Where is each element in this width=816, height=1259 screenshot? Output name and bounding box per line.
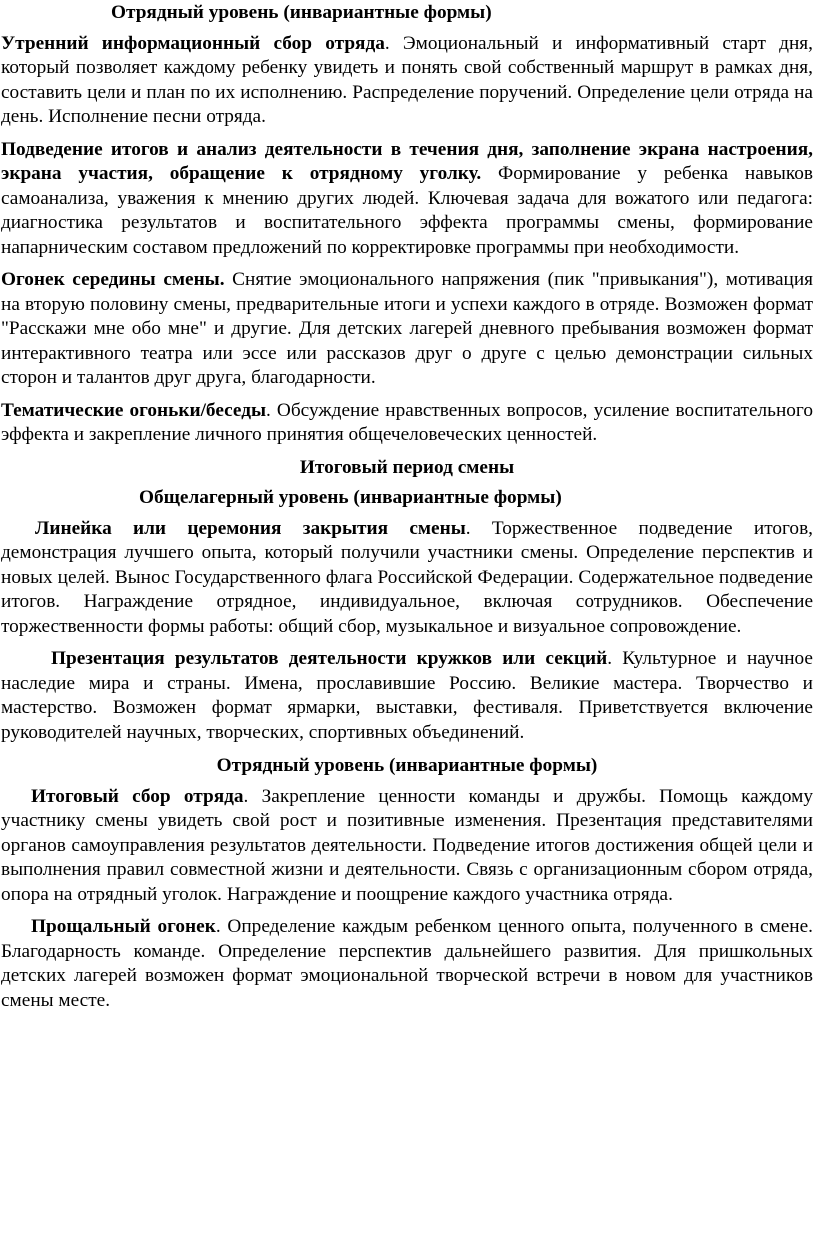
paragraph-farewell-campfire (1, 915, 813, 1013)
paragraph-text: . Эмоциональный и информативный старт дня, который позволяет каждому ребенку увидеть и понять свой собственный маршрут в рамках дня, составить цели и план по их исполнению. Распределение поручений. Определение цели отряда на день. Исполнение песни отряда. (1, 32, 813, 127)
document-body (1, 0, 813, 1021)
paragraph-text: Снятие эмоционального напряжения (пик "привыкания"), мотивация на вторую половину смены, предварительные итоги и успехи каждого в отряде. Возможен формат "Расскажи мне обо мне" и другие. Для детских лагерей дневного пребывания возможен формат интерактивного театра или эссе или рассказов друг о друге с целью демонстрации сильных сторон и талантов друг друга, благодарности. (1, 269, 814, 388)
paragraph-thematic-talks (1, 399, 813, 448)
section-heading-camp-level: Общелагерный уровень (инвариантные формы) (139, 487, 562, 508)
paragraph-lead: Прощальный огонек (31, 916, 216, 937)
paragraph-text: . Закрепление ценности команды и дружбы. Помощь каждому участнику смены увидеть свой рост и позитивные изменения. Презентация представителями органов самоуправления результатов деятельности. Подведение итогов достижения общей цели и выполнения правил совместной жизни и деятельности. Связь с организационным сбором отряда, опора на отрядный уголок. Награждение и поощрение каждого участника отряда. (1, 785, 813, 905)
paragraph-mid-shift-campfire (1, 268, 813, 391)
paragraph-lead: Огонек середины смены. (1, 269, 225, 290)
paragraph-text: . Культурное и научное наследие мира и страны. Имена, прославившие Россию. Великие мастера. Творчество и мастерство. Возможен формат ярмарки, выставки, фестиваля. Приветствуется включение руководителей научных, творческих, спортивных объединений. (1, 648, 813, 743)
paragraph-lead: Итоговый сбор отряда (31, 785, 244, 807)
period-heading: Итоговый период смены (299, 456, 515, 478)
paragraph-text: . Определение каждым ребенком ценного опыта, полученного в смене. Благодарность команде. Определение перспектив дальнейшего развития. Для пришкольных детских лагерей возможен формат эмоциональной творческой встречи в новом для участников смены месте. (1, 916, 814, 1011)
paragraph-lead: Подведение итогов и анализ деятельности в течения дня, заполнение экрана настроения, экрана участия, обращение к отрядному уголку. (1, 138, 813, 184)
paragraph-text: Формирование у ребенка навыков самоанализа, уважения к мнению других людей. Ключевая задача для вожатого или педагога: диагностика результатов и воспитательного эффекта программы смены, формирование напарническим составом предложений по корректировке программы при необходимости. (1, 163, 813, 258)
paragraph-lead: Утренний информационный сбор отряда (1, 32, 385, 54)
paragraph-text: . Обсуждение нравственных вопросов, усиление воспитательного эффекта и закрепление личного принятия общечеловеческих ценностей. (1, 399, 813, 445)
section-heading-squad-level: Отрядный уровень (инвариантные формы) (111, 2, 492, 23)
paragraph-lead: Тематические огоньки/беседы (1, 399, 267, 421)
paragraph-lead: Линейка или церемония закрытия смены (35, 517, 466, 539)
paragraph-text: . Торжественное подведение итогов, демонстрация лучшего опыта, который получили участники смены. Определение перспектив и новых целей. Вынос Государственного флага Российской Федерации. Содержательное подведение итогов. Награждение отрядное, индивидуальное, включая сотрудников. Обеспечение торжественности формы работы: общий сбор, музыкальное и визуальное сопровождение. (1, 517, 813, 637)
section-heading-squad-level-final: Отрядный уровень (инвариантные формы) (216, 755, 598, 776)
paragraph-closing-ceremony (1, 517, 813, 640)
paragraph-final-squad-meeting (1, 785, 813, 908)
paragraph-lead: Презентация результатов деятельности кружков или секций (51, 648, 608, 669)
paragraph-clubs-presentation (1, 647, 813, 745)
paragraph-daily-summary (1, 138, 813, 261)
paragraph-morning-briefing (1, 32, 813, 130)
